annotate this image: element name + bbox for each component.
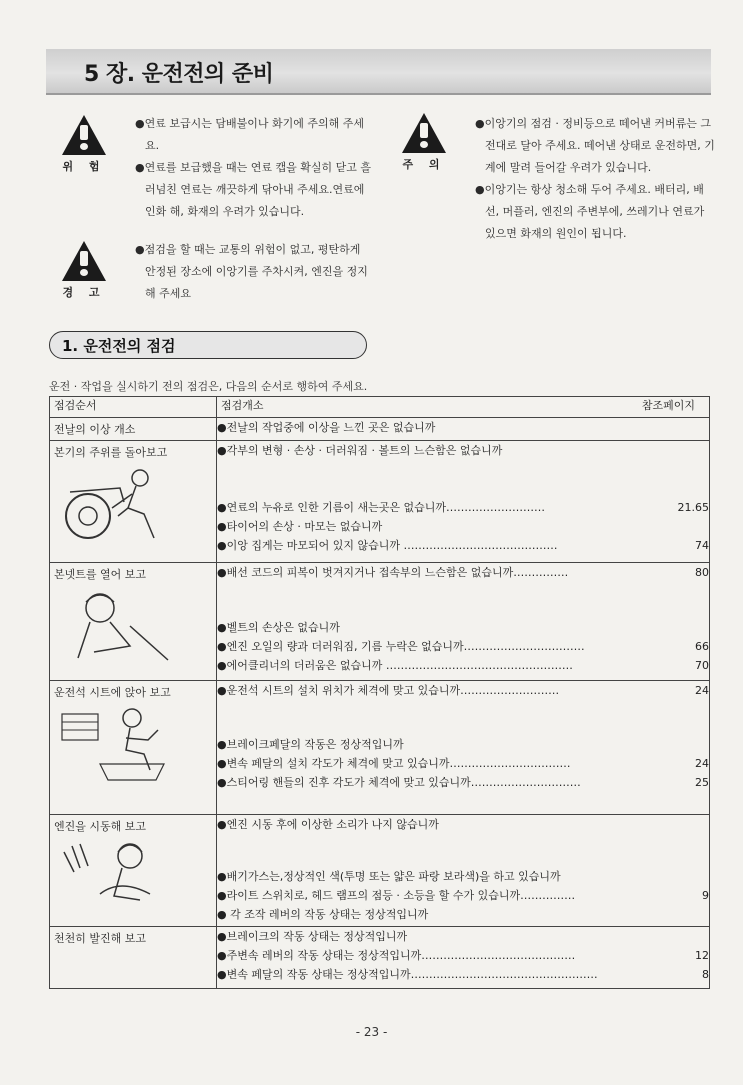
check-item-text: ●변속 페달의 작동 상태는 정상적입니까…………………………………………… [217,968,598,981]
check-item-ref: 24 [695,684,709,697]
caution-note-2: ●이앙기는 항상 청소해 두어 주세요. 배터리, 배선, 머플러, 엔진의 주변부에, 쓰레기나 연료가 있으면 화재의 원인이 됩니다. [475,183,705,240]
table-row [50,563,710,681]
worker-hood-illustration [60,586,212,669]
check-item-text: ● 각 조작 레버의 작동 상태는 정상적입니까 [217,908,429,921]
check-item [217,735,709,754]
engine-start-illustration [60,838,212,921]
danger-label: 위 험 [62,160,106,173]
check-item [217,637,709,656]
step-label: 엔진을 시동해 보고 [54,820,147,833]
section-intro: 운전 · 작업을 실시하기 전의 점검은, 다음의 순서로 행하여 주세요. [49,380,368,393]
inspection-items [217,927,710,989]
check-item-ref: 70 [695,659,709,672]
inspection-step [50,681,217,815]
check-item [217,517,709,536]
check-item-text: ●배기가스는,정상적인 색(투명 또는 얇은 파랑 보라색)을 하고 있습니까 [217,870,561,883]
check-item-text: ●각부의 변형 · 손상 · 더러워짐 · 볼트의 느슨함은 없습니까 [217,444,503,457]
inspection-table [49,396,710,989]
danger-note-2: ●연료를 보급했을 때는 연료 캡을 확실히 닫고 흘러넘친 연료는 깨끗하게 닦아내 주세요.연료에 인화 해, 화재의 우려가 있습니다. [135,161,371,218]
caution-warning [62,241,106,300]
operator-seat-illustration [60,704,212,787]
check-item-text: ●스티어링 핸들의 진후 각도가 체격에 맞고 있습니까………………………… [217,776,581,789]
check-item [217,815,709,834]
step-label: 천천히 발진해 보고 [54,932,147,945]
chapter-header [46,49,711,95]
check-item-text: ●브레이크페달의 작동은 정상적입니까 [217,738,404,751]
check-item [217,656,709,675]
check-item [217,536,709,555]
check-item-text: ●전날의 작업중에 이상을 느낀 곳은 없습니까 [217,421,436,434]
caution-notes [475,113,715,245]
danger-warning [62,115,106,174]
warning-triangle-icon [62,115,106,155]
warning-label: 경 고 [62,286,106,299]
table-row [50,418,710,441]
check-item-text: ●벨트의 손상은 없습니까 [217,621,340,634]
check-item [217,946,709,965]
table-row [50,927,710,989]
danger-notes [135,113,373,223]
warning-triangle-icon [402,113,446,153]
check-item-text: ●브레이크의 작동 상태는 정상적입니까 [217,930,408,943]
chapter-title: 5 장. 운전전의 준비 [84,62,274,87]
check-item [217,418,709,437]
caution-note-1: ●이앙기의 점검 · 정비등으로 떼어낸 커버류는 그전대로 달아 주세요. 떼어낸 상태로 운전하면, 기계에 말려 들어갈 우려가 있습니다. [475,117,715,174]
inspection-items [217,681,710,815]
check-item-ref: 8 [702,968,709,981]
check-item-ref: 74 [695,539,709,552]
check-item-ref: 21.65 [677,501,709,514]
inspection-step [50,815,217,927]
inspection-step [50,927,217,989]
danger-note-1: ●연료 보급시는 담배불이나 화기에 주의해 주세요. [135,117,364,152]
step-label: 운전석 시트에 앉아 보고 [54,686,171,699]
check-item [217,927,709,946]
check-item [217,867,709,886]
inspection-items [217,815,710,927]
check-item-text: ●주변속 레버의 작동 상태는 정상적입니까…………………………………… [217,949,576,962]
check-item-text: ●연료의 누유로 인한 기름이 새는곳은 없습니까……………………… [217,501,545,514]
step-label: 본기의 주위를 돌아보고 [54,446,168,459]
check-item [217,773,709,792]
table-header-row [50,397,710,418]
check-item-ref: 66 [695,640,709,653]
header-order: 점검순서 [50,397,217,418]
check-item-text: ●운전석 시트의 설치 위치가 체격에 맞고 있습니까……………………… [217,684,560,697]
table-row [50,441,710,563]
warning-note-1: ●점검을 할 때는 교통의 위험이 없고, 평탄하게 안정된 장소에 이앙기를 주차시켜, 엔진을 정지해 주세요 [135,243,368,300]
section-title: 1. 운전전의 점검 [62,337,176,355]
inspection-items [217,441,710,563]
step-label: 본넷트를 열어 보고 [54,568,147,581]
check-item-ref: 80 [695,566,709,579]
check-item [217,886,709,905]
header-ref: 참조페이지 [641,399,695,412]
page-number: - 23 - [355,1025,388,1039]
inspection-items [217,563,710,681]
check-item-ref: 25 [695,776,709,789]
check-item-text: ●타이어의 손상 · 마모는 없습니까 [217,520,383,533]
attention-warning [402,113,446,172]
check-item [217,965,709,984]
check-item-text: ●라이트 스위치로, 헤드 램프의 점등 · 소등을 할 수가 있습니까…………… [217,889,576,902]
warning-triangle-icon [62,241,106,281]
check-item [217,498,709,517]
check-item [217,563,709,582]
caution-label: 주 의 [402,158,446,171]
inspection-step [50,563,217,681]
inspection-step [50,418,217,441]
check-item-ref: 12 [695,949,709,962]
check-item-text: ●엔진 시동 후에 이상한 소리가 나지 않습니까 [217,818,439,831]
check-item [217,681,709,700]
step-label: 전날의 이상 개소 [54,423,136,436]
person-tire-illustration [60,464,212,547]
check-item-text: ●에어클리너의 더러움은 없습니까 …………………………………………… [217,659,573,672]
warning-notes [135,239,373,305]
check-item [217,754,709,773]
inspection-step [50,441,217,563]
check-item [217,441,709,460]
header-summary [217,397,710,418]
inspection-items [217,418,710,441]
check-item-text: ●이앙 집게는 마모되어 있지 않습니까 …………………………………… [217,539,558,552]
check-item-ref: 24 [695,757,709,770]
header-summary-label: 점검개소 [221,399,264,412]
check-item-ref: 9 [702,889,709,902]
check-item [217,905,709,924]
check-item-text: ●변속 페달의 설치 각도가 체격에 맞고 있습니까…………………………… [217,757,571,770]
check-item-text: ●배선 코드의 피복이 벗겨지거나 접속부의 느슨함은 없습니까…………… [217,566,569,579]
check-item-text: ●엔진 오일의 량과 더러워짐, 기름 누락은 없습니까…………………………… [217,640,585,653]
table-row [50,815,710,927]
section-heading [49,331,367,359]
table-body [50,418,710,989]
table-row [50,681,710,815]
check-item [217,618,709,637]
